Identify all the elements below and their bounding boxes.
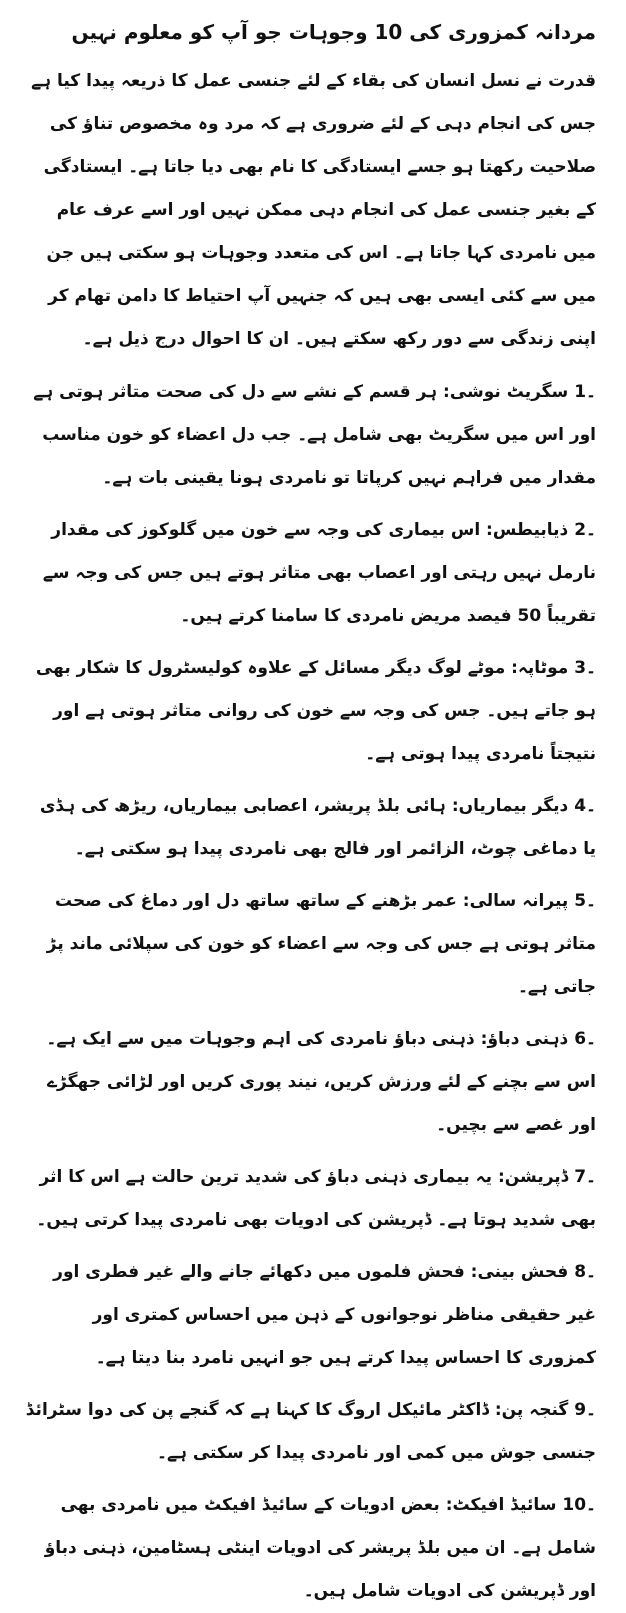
list-item: [22, 509, 596, 638]
article-title: مردانہ کمزوری کی 10 وجوہات جو آپ کو معلوم نہیں: [71, 20, 596, 44]
item-number: 7۔: [574, 1167, 596, 1187]
intro-paragraph: قدرت نے نسل انسان کی بقاء کے لئے جنسی عمل کا ذریعہ پیدا کیا ہے جس کی انجام دہی کے لئے ضروری ہے کہ مرد وہ مخصوص تناؤ کی صلاحیت رکھتا ہو جسے ایستادگی کا نام بھی دیا جاتا ہے۔ ایستادگی کے بغیر جنسی عمل کی انجام دہی ممکن نہیں اور اسے عرف عام میں نامردی کہا جاتا ہے۔ اس کی متعدد وجوہات ہو سکتی ہیں جن میں سے کئی ایسی بھی ہیں کہ جنہیں آپ احتیاط کا دامن تھام کر اپنی زندگی سے دور رکھ سکتے ہیں۔ ان کا احوال درج ذیل ہے۔: [31, 71, 596, 349]
item-text: فحش بینی: فحش فلموں میں دکھائے جانے والے غیر فطری اور غیر حقیقی مناظر نوجوانوں کے ذہن میں احساس کمتری اور کمزوری کا احساس پیدا کرتے ہیں جو انہیں نامرد بنا دیتا ہے۔: [53, 1262, 596, 1368]
item-text: ذہنی دباؤ: ذہنی دباؤ نامردی کی اہم وجوہات میں سے ایک ہے۔ اس سے بچنے کے لئے ورزش کریں، نیند پوری کریں اور لڑائی جھگڑے اور غصے سے بچیں۔: [46, 1029, 596, 1135]
item-text: گنجہ پن: ڈاکٹر مائیکل اروگ کا کہنا ہے کہ گنجے پن کی دوا سٹرائڈ جنسی جوش میں کمی اور نامردی پیدا کر سکتی ہے۔: [25, 1400, 596, 1463]
item-number: 8۔: [574, 1262, 596, 1282]
list-item: [22, 1484, 596, 1613]
item-text: موٹاپہ: موٹے لوگ دیگر مسائل کے علاوہ کولیسٹرول کا شکار بھی ہو جاتے ہیں۔ جس کی وجہ سے خون کی روانی متاثر ہوتی ہے اور نتیجتاً نامردی پیدا ہوتی ہے۔: [35, 658, 596, 764]
item-text: سائیڈ افیکٹ: بعض ادویات کے سائیڈ افیکٹ میں نامردی بھی شامل ہے۔ ان میں بلڈ پریشر کی ادویات اینٹی ہسٹامین، ذہنی دباؤ اور ڈپریشن کی ادویات شامل ہیں۔: [44, 1495, 596, 1601]
list-item: [22, 785, 596, 871]
item-text: دیگر بیماریاں: ہائی بلڈ پریشر، اعصابی بیماریاں، ریڑھ کی ہڈی یا دماغی چوٹ، الزائمر اور فالج بھی نامردی پیدا ہو سکتی ہے۔: [39, 796, 596, 859]
item-number: 2۔: [574, 520, 596, 540]
list-item: [22, 371, 596, 500]
item-text: پیرانہ سالی: عمر بڑھنے کے ساتھ ساتھ دل اور دماغ کی صحت متاثر ہوتی ہے جس کی وجہ سے اعضاء کو خون کی سپلائی ماند پڑ جاتی ہے۔: [46, 891, 596, 997]
item-number: 3۔: [574, 658, 596, 678]
item-text: سگریٹ نوشی: ہر قسم کے نشے سے دل کی صحت متاثر ہوتی ہے اور اس میں سگریٹ بھی شامل ہے۔ جب دل اعضاء کو خون مناسب مقدار میں فراہم نہیں کرپاتا تو نامردی ہونا یقینی بات ہے۔: [33, 382, 596, 488]
list-item: [22, 1156, 596, 1242]
item-number: 5۔: [574, 891, 596, 911]
item-number: 6۔: [574, 1029, 596, 1049]
list-item: [22, 1389, 596, 1475]
list-item: [22, 880, 596, 1009]
item-number: 1۔: [574, 382, 596, 402]
item-text: ڈپریشن: یہ بیماری ذہنی دباؤ کی شدید ترین حالت ہے اس کا اثر بھی شدید ہوتا ہے۔ ڈپریشن کی ادویات بھی نامردی پیدا کرتی ہیں۔: [36, 1167, 596, 1230]
list-item: [22, 647, 596, 776]
item-number: 10۔: [562, 1495, 596, 1515]
list-item: [22, 1251, 596, 1380]
list-item: [22, 1018, 596, 1147]
item-text: ذیابیطس: اس بیماری کی وجہ سے خون میں گلوکوز کی مقدار نارمل نہیں رہتی اور اعصاب بھی متاثر ہوتے ہیں جس کی وجہ سے تقریباً 50 فیصد مریض نامردی کا سامنا کرتے ہیں۔: [42, 520, 596, 626]
item-number: 9۔: [574, 1400, 596, 1420]
item-number: 4۔: [574, 796, 596, 816]
